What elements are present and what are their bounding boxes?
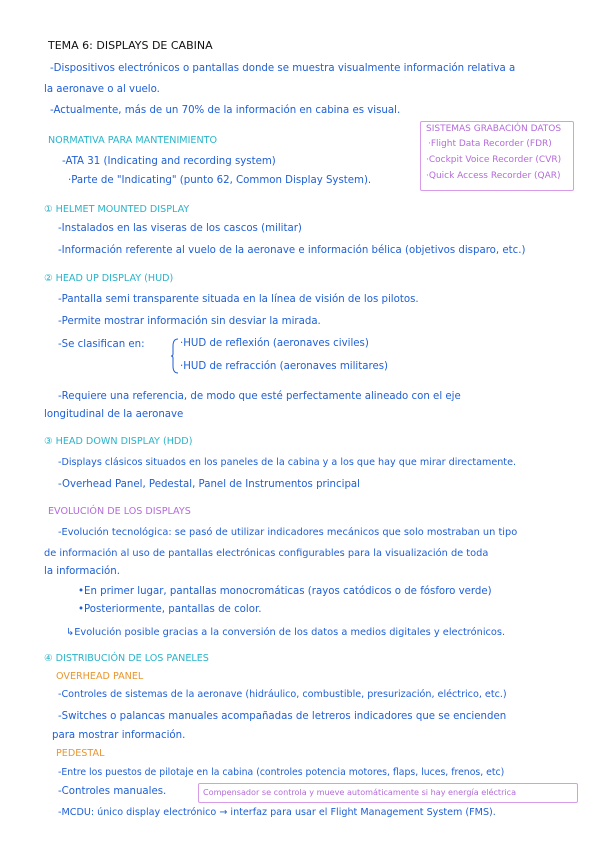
hud-item-1: -Pantalla semi transparente situada en la línea de visión de los pilotos.	[58, 294, 419, 305]
page-title: TEMA 6: DISPLAYS DE CABINA	[48, 39, 213, 52]
helmet-item-2: -Información referente al vuelo de la aeronave e información bélica (objetivos disparo, etc.)	[58, 245, 526, 256]
sistemas-box-item-3: ·Quick Access Recorder (QAR)	[426, 171, 561, 181]
intro-line-3: -Actualmente, más de un 70% de la información en cabina es visual.	[50, 105, 401, 116]
overhead-item-3: para mostrar información.	[52, 730, 186, 741]
helmet-item-1: -Instalados en las viseras de los cascos (militar)	[58, 223, 302, 234]
evolucion-conclusion: ↳Evolución posible gracias a la conversión de los datos a medios digitales y electrónicos.	[66, 627, 506, 638]
hdd-item-1: -Displays clásicos situados en los paneles de la cabina y a los que hay que mirar directamente.	[58, 457, 517, 468]
evolucion-heading: EVOLUCIÓN DE LOS DISPLAYS	[48, 506, 191, 517]
evolucion-subitem-1: •En primer lugar, pantallas monocromáticas (rayos catódicos o de fósforo verde)	[78, 586, 492, 597]
normativa-item-2: ·Parte de "Indicating" (punto 62, Common Display System).	[68, 175, 372, 186]
hdd-item-2: -Overhead Panel, Pedestal, Panel de Instrumentos principal	[58, 479, 360, 490]
intro-line-1: -Dispositivos electrónicos o pantallas donde se muestra visualmente información relativa a	[50, 63, 516, 74]
hud-subitem-1: ·HUD de reflexión (aeronaves civiles)	[180, 338, 369, 349]
pedestal-item-2: -Controles manuales.	[58, 786, 167, 797]
hdd-heading: ③ HEAD DOWN DISPLAY (HDD)	[44, 436, 193, 447]
pedestal-heading: PEDESTAL	[56, 748, 105, 759]
bracket-icon	[170, 338, 180, 374]
hud-heading: ② HEAD UP DISPLAY (HUD)	[44, 273, 174, 284]
hud-subitem-2: ·HUD de refracción (aeronaves militares)	[180, 361, 389, 372]
hud-item-5: longitudinal de la aeronave	[44, 409, 184, 420]
intro-line-2: la aeronave o al vuelo.	[44, 84, 160, 95]
normativa-heading: NORMATIVA PARA MANTENIMIENTO	[48, 135, 218, 146]
overhead-item-1: -Controles de sistemas de la aeronave (hidráulico, combustible, presurización, eléctrico, etc.)	[58, 689, 507, 700]
hud-item-4: -Requiere una referencia, de modo que esté perfectamente alineado con el eje	[58, 391, 461, 402]
overhead-heading: OVERHEAD PANEL	[56, 671, 144, 682]
evolucion-item-1: -Evolución tecnológica: se pasó de utilizar indicadores mecánicos que solo mostraban un tipo	[58, 527, 518, 538]
hud-item-3: -Se clasifican en:	[58, 339, 145, 350]
hud-item-2: -Permite mostrar información sin desviar la mirada.	[58, 316, 321, 327]
pedestal-item-3: -MCDU: único display electrónico → interfaz para usar el Flight Management System (FMS).	[58, 807, 496, 818]
compensador-note: Compensador se controla y mueve automáticamente si hay energía eléctrica	[203, 787, 517, 797]
sistemas-box-title: SISTEMAS GRABACIÓN DATOS	[426, 124, 562, 134]
pedestal-item-1: -Entre los puestos de pilotaje en la cabina (controles potencia motores, flaps, luces, frenos, etc)	[58, 767, 505, 778]
distribucion-heading: ④ DISTRIBUCIÓN DE LOS PANELES	[44, 653, 209, 664]
evolucion-item-3: la información.	[44, 566, 120, 577]
overhead-item-2: -Switches o palancas manuales acompañadas de letreros indicadores que se encienden	[58, 711, 507, 722]
evolucion-item-2: de información al uso de pantallas electrónicas configurables para la visualización de toda	[44, 548, 489, 559]
evolucion-subitem-2: •Posteriormente, pantallas de color.	[78, 604, 262, 615]
sistemas-box-item-2: ·Cockpit Voice Recorder (CVR)	[426, 155, 562, 165]
helmet-heading: ① HELMET MOUNTED DISPLAY	[44, 204, 190, 215]
normativa-item-1: -ATA 31 (Indicating and recording system)	[62, 156, 276, 167]
sistemas-box-item-1: ·Flight Data Recorder (FDR)	[428, 139, 552, 149]
